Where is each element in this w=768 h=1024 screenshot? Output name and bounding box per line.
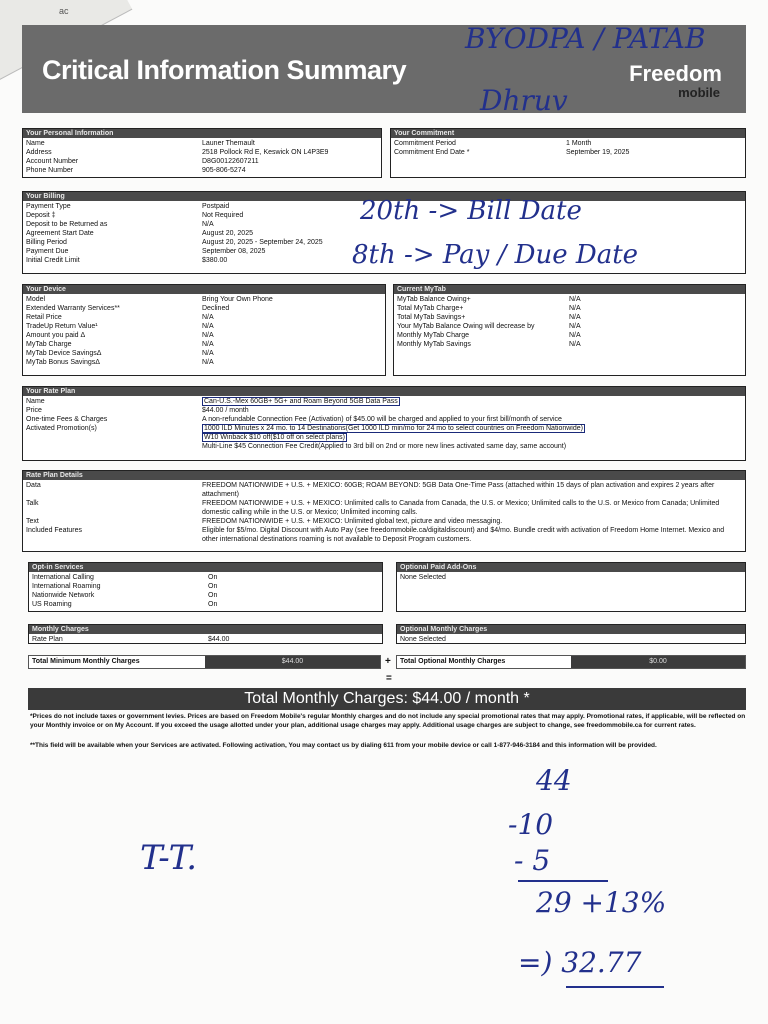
mytab-row [397,322,742,331]
row-label: TradeUp Return Value¹ [26,323,98,330]
mytab-row [397,313,742,322]
row-label: Phone Number [26,167,74,174]
row-label: Total MyTab Charge+ [397,305,464,312]
row-label: Billing Period [26,239,67,246]
brand-logo-sub: mobile [678,85,720,100]
row-value: N/A [202,332,214,339]
row-value: On [208,574,218,581]
row-label: Monthly MyTab Savings [397,341,471,348]
row-value: FREEDOM NATIONWIDE + U.S. + MEXICO: Unlimited global text, picture and video messaging. [202,518,503,525]
optional-monthly-section [396,624,746,644]
plan-name-row [26,397,742,406]
row-label: Account Number [26,158,79,165]
section-heading: Current MyTab [394,285,745,294]
row-label: Name [26,398,45,405]
row-value: A non-refundable Connection Fee (Activation) of $45.00 will be charged and applied to your first bill/month of service [202,416,562,423]
row-value: N/A [202,359,214,366]
row-label: Data [26,482,41,489]
row-label: Payment Due [26,248,69,255]
row-label: Name [26,140,45,147]
details-row [26,526,742,544]
row-label: MyTab Charge [26,341,72,348]
section-heading: Optional Paid Add-Ons [397,563,745,572]
row-label: Payment Type [26,203,71,210]
row-value: 1 Month [566,140,592,147]
row-value: Launer Themault [202,140,255,147]
row-label: International Roaming [32,583,101,590]
row-value: September 08, 2025 [202,248,266,255]
footnote-prices: *Prices do not include taxes or government levies. Prices are based on Freedom Mobile's regular Monthly charges and do not include any special promotional rates that may apply. Promotional rates, if applicable, will be reflected on your Monthly invoice or on My Account. If you exceed the usage allotted under your plan, additional usage charges may apply. Additional usage charges are subject to change, see freedommobile.ca for current rates. [30,713,746,729]
device-section [22,284,386,376]
personal-row [26,166,378,175]
optin-row [32,600,379,609]
row-label: Your MyTab Balance Owing will decrease by [397,323,535,330]
folded-corner: ac [0,0,132,80]
promo-item: W10 Winback $10 off($10 off on select plans) [204,434,345,441]
handwritten-calc-line: 44 [536,764,572,797]
device-row [26,295,382,304]
section-heading: Your Billing [23,192,745,201]
row-value: Eligible for $5/mo. Digital Discount with Auto Pay (see freedommobile.ca/digitaldiscount) and $4/mo. Bundle credit with activation of Freedom Home Internet. Mexico and other international destinations roaming is not available to Deposit Program customers. [202,527,725,543]
device-rows [23,294,385,368]
commitment-rows [391,138,745,158]
row-label: Commitment End Date * [394,149,470,156]
handwritten-name: Dhruv [480,84,568,117]
row-label: Activated Promotion(s) [26,425,97,432]
handwritten-due-date: 8th -> Pay / Due Date [352,240,639,270]
row-label: Rate Plan [32,636,63,643]
mytab-row [397,331,742,340]
plan-promo-row [26,424,742,451]
section-heading: Your Personal Information [23,129,381,138]
row-value: $44.00 / month [202,407,249,414]
equals-sign: = [386,673,392,684]
mytab-row [397,304,742,313]
row-label: MyTab Device SavingsΔ [26,350,102,357]
row-value: 905-806-5274 [202,167,246,174]
row-value: N/A [569,296,581,303]
mytab-rows [394,294,745,350]
row-label: Text [26,518,39,525]
row-value: Not Required [202,212,244,219]
row-label: Commitment Period [394,140,456,147]
details-row [26,481,742,499]
optin-row [32,591,379,600]
handwritten-calc-line: 29 +13% [536,886,667,919]
row-value: N/A [202,221,214,228]
handwritten-bill-date: 20th -> Bill Date [360,196,582,226]
section-heading: Rate Plan Details [23,471,745,480]
mytab-row [397,340,742,349]
row-value: $44.00 [208,636,230,643]
device-row [26,331,382,340]
row-value: $380.00 [202,257,228,264]
min-total-box [28,655,381,669]
row-label: Total MyTab Savings+ [397,314,466,321]
opt-total-label: Total Optional Monthly Charges [400,658,506,665]
row-value: N/A [569,314,581,321]
row-label: Retail Price [26,314,62,321]
device-row [26,358,382,367]
row-label: Monthly MyTab Charge [397,332,469,339]
plan-name-value: Can-U.S.-Mex 60GB+ 5G+ and Roam Beyond 5GB Data Pass [204,398,398,405]
promo-item: 1000 ILD Minutes x 24 mo. to 14 Destinations(Get 1000 ILD min/mo for 24 mo to select countries on Freedom Nationwide) [204,425,583,432]
row-label: Agreement Start Date [26,230,94,237]
commitment-section [390,128,746,178]
billing-row [26,229,742,238]
device-row [26,340,382,349]
row-label: Initial Credit Limit [26,257,80,264]
device-row [26,313,382,322]
personal-row [26,157,378,166]
section-heading: Your Rate Plan [23,387,745,396]
row-label: Model [26,296,46,303]
rate-plan-details-section [22,470,746,552]
row-value: FREEDOM NATIONWIDE + U.S. + MEXICO: Unlimited calls to Canada from Canada, the U.S. or Mexico; Unlimited calls to the U.S. or Mexico from Canada; Unlimited domestic calling while in the U.S. or Mexico; Unlimited incoming calls. [202,500,720,516]
personal-rows [23,138,381,176]
promo-item: Multi-Line $45 Connection Fee Credit(Applied to 3rd bill on 2nd or more new lines activated same day, same account) [202,443,567,450]
handwritten-calc-line: - 5 [514,844,551,877]
row-value: Bring Your Own Phone [202,296,273,303]
handwritten-plan-note: BYODPA / PATAB [465,22,706,55]
handwritten-calc-result: =) 32.77 [518,946,642,979]
optin-rows [29,572,382,610]
device-row [26,322,382,331]
personal-row [26,139,378,148]
row-value: On [208,601,218,608]
addons-section [396,562,746,612]
row-label: Deposit to be Returned as [26,221,108,228]
row-value: On [208,583,218,590]
row-label: One-time Fees & Charges [26,416,108,423]
plus-sign: + [385,656,391,667]
optin-row [32,573,379,582]
mytab-row [397,295,742,304]
row-value: N/A [202,323,214,330]
row-value: 2518 Pollock Rd E, Keswick ON L4P3E9 [202,149,329,156]
rate-plan-section [22,386,746,461]
plan-fees-row [26,415,742,424]
row-value: N/A [569,341,581,348]
section-heading: Opt-in Services [29,563,382,572]
optional-monthly-value: None Selected [400,636,446,643]
addons-value: None Selected [400,574,446,581]
personal-info-section [22,128,382,178]
row-label: Extended Warranty Services** [26,305,120,312]
section-heading: Optional Monthly Charges [397,625,745,634]
row-value: On [208,592,218,599]
details-row [26,517,742,526]
row-value: Postpaid [202,203,230,210]
details-row [26,499,742,517]
row-label: Included Features [26,527,83,534]
section-heading: Your Device [23,285,385,294]
page-title: Critical Information Summary [42,55,407,85]
min-total-label: Total Minimum Monthly Charges [32,658,140,665]
section-heading: Monthly Charges [29,625,382,634]
row-value: August 20, 2025 - September 24, 2025 [202,239,323,246]
row-value: Declined [202,305,230,312]
row-value: N/A [202,341,214,348]
row-value: N/A [202,350,214,357]
result-underline [566,986,664,988]
commitment-row [394,139,742,148]
optin-section [28,562,383,612]
commitment-row [394,148,742,157]
mytab-section [393,284,746,376]
row-value: N/A [569,305,581,312]
row-label: International Calling [32,574,94,581]
row-label: MyTab Bonus SavingsΔ [26,359,100,366]
device-row [26,304,382,313]
row-label: Price [26,407,42,414]
section-heading: Your Commitment [391,129,745,138]
row-label: Amount you paid Δ [26,332,86,339]
min-total-value: $44.00 [205,656,380,668]
monthly-charges-section [28,624,383,644]
row-value: N/A [569,323,581,330]
handwritten-signature: T-T. [140,838,198,878]
row-label: US Roaming [32,601,72,608]
row-value: September 19, 2025 [566,149,630,156]
row-value: D8G00122607211 [202,158,259,165]
row-value: August 20, 2025 [202,230,253,237]
device-row [26,349,382,358]
handwritten-calc-line: -10 [508,808,554,841]
row-label: Nationwide Network [32,592,95,599]
optin-row [32,582,379,591]
brand-logo: Freedom [629,61,722,86]
row-value: N/A [202,314,214,321]
plan-price-row [26,406,742,415]
grand-total: Total Monthly Charges: $44.00 / month * [28,688,746,710]
row-label: Talk [26,500,39,507]
footnote-activation: **This field will be available when your Services are activated. Following activation, You may contact us by dialing 611 from your mobile device or call 1-877-946-3184 and this information will be provided. [30,742,657,749]
row-label: Address [26,149,52,156]
opt-total-box [396,655,746,669]
opt-total-value: $0.00 [571,656,745,668]
row-label: Deposit ‡ [26,212,56,219]
details-rows [23,480,745,545]
row-label: MyTab Balance Owing+ [397,296,471,303]
row-value: N/A [569,332,581,339]
calc-rule [518,880,608,882]
row-value: FREEDOM NATIONWIDE + U.S. + MEXICO: 60GB; ROAM BEYOND: 5GB Data One-Time Pass (attached within 15 days of plan activation and expires 2 years after attachment) [202,482,715,498]
personal-row [26,148,378,157]
